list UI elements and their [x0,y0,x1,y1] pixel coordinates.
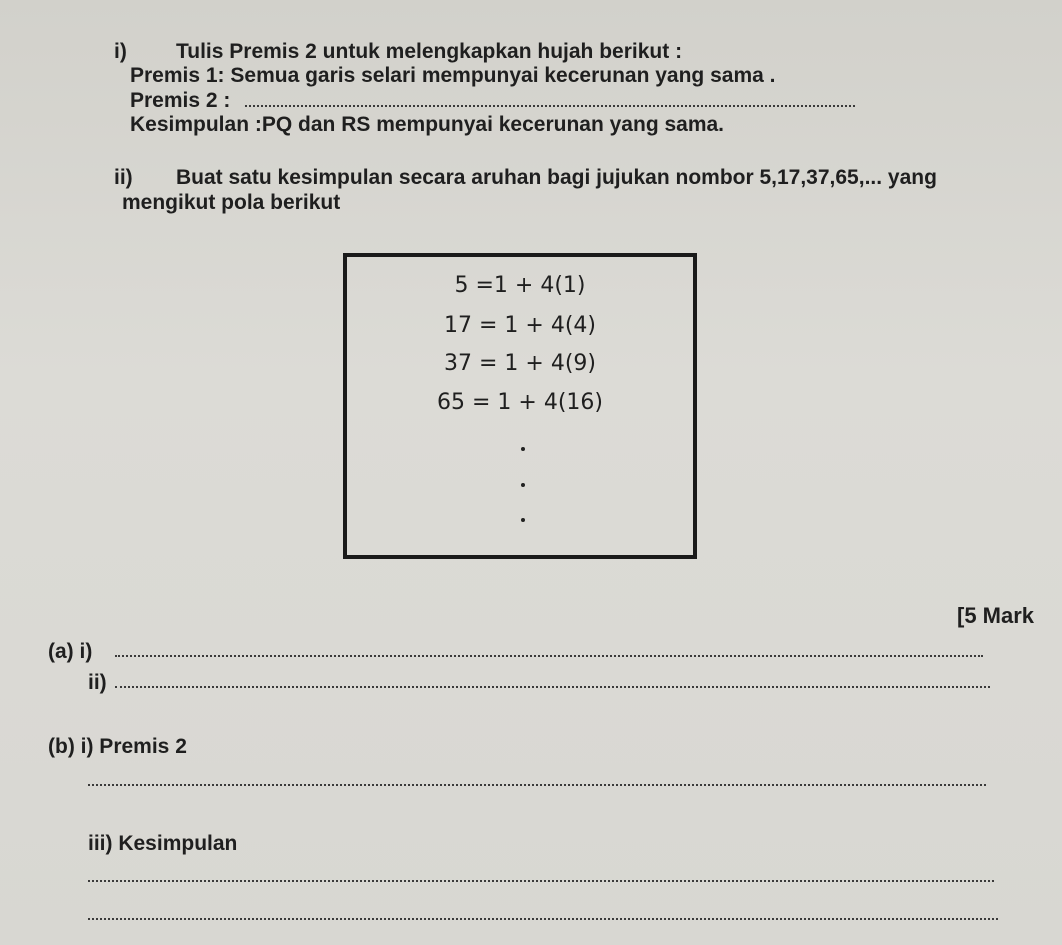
equation-1: 5 =1 + 4(1) [454,273,586,298]
pattern-box [343,253,697,559]
answer-a-ii-line[interactable] [115,686,990,688]
continuation-dot [521,483,525,487]
equation-2: 17 = 1 + 4(4) [444,313,596,338]
equation-4: 65 = 1 + 4(16) [437,390,603,415]
question-ii-line-2: mengikut pola berikut [122,191,341,214]
continuation-dot [521,518,525,522]
answer-b-i-label: (b) i) Premis 2 [48,735,187,758]
question-ii-line-1: Buat satu kesimpulan secara aruhan bagi jujukan nombor 5,17,37,65,... yang [176,166,937,189]
equation-3: 37 = 1 + 4(9) [444,351,596,376]
question-number-ii: ii) [114,166,133,189]
premise-1: Premis 1: Semua garis selari mempunyai kecerunan yang sama . [130,64,776,87]
answer-b-iii-line-1[interactable] [88,880,994,882]
answer-a-i-line[interactable] [115,655,983,657]
question-number-i: i) [114,40,127,63]
answer-b-i-line[interactable] [88,784,986,786]
premise-2-blank [245,105,855,107]
answer-b-iii-label: iii) Kesimpulan [88,832,238,855]
premise-2-label: Premis 2 : [130,89,231,112]
continuation-dot [521,447,525,451]
answer-a-i-label: (a) i) [48,640,93,663]
marks-label: [5 Mark [957,603,1035,628]
answer-a-ii-label: ii) [88,671,107,694]
question-i-title: Tulis Premis 2 untuk melengkapkan hujah berikut : [176,40,683,63]
answer-b-iii-line-2[interactable] [88,918,998,920]
conclusion: Kesimpulan :PQ dan RS mempunyai kecerunan yang sama. [130,113,725,136]
